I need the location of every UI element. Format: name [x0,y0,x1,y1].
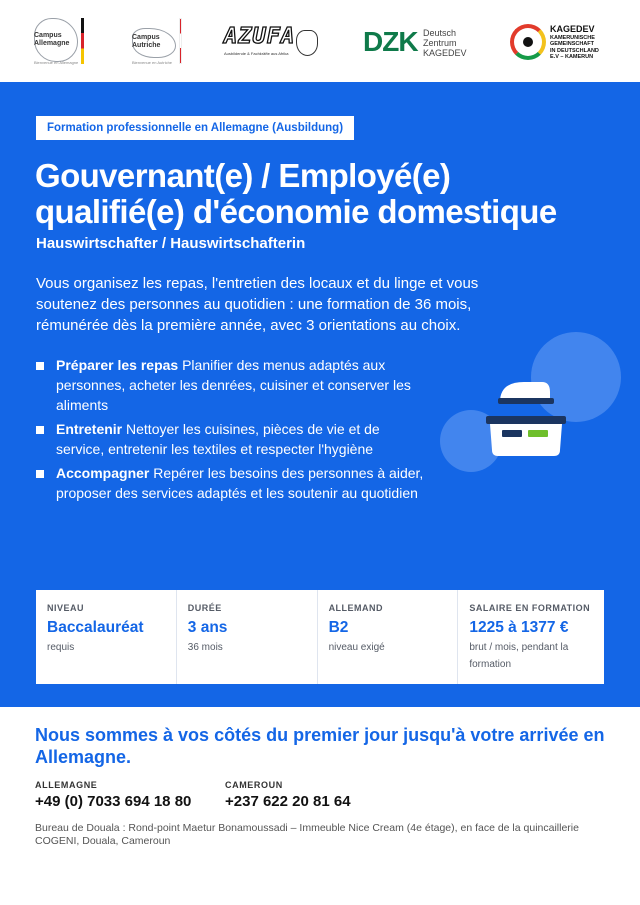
task-title: Préparer les repas [56,357,179,373]
azufa-wordmark: AZUFA [224,24,296,49]
office-address: Bureau de Douala : Rond-point Maetur Bonamoussadi – Immeuble Nice Cream (4e étage), en face de la quincaillerie COGENI, Douala, Cameroun [35,822,579,847]
dzk-mark: DZK [363,26,418,57]
contact-cameroon [225,780,351,810]
kagedev-ring-icon [510,24,546,60]
logo-strip [0,0,640,82]
kagedev-name: KAGEDEV [550,24,595,34]
fact-label: DURÉE [187,603,222,613]
task-text: Planifier des menus adaptés aux personnes, acheter les denrées, cuisiner et conserver les aliments [56,357,411,413]
page-title-line-2: qualifié(e) d'économie domestique [35,193,557,230]
dzk-line-2: Zentrum [423,38,457,48]
intro-paragraph: Vous organisez les repas, l'entretien des locaux et du linge et vous soutenez des personnes au quotidien : une formation de 36 mois, rémunérée dès la première année, avec 3 orientations au choix. [36,275,479,334]
task-title: Entretenir [56,421,123,437]
task-list-item [36,419,426,459]
fact-note: 36 mois [187,642,223,653]
dzk-logo [363,26,469,60]
fact-value: 1225 à 1377 € [469,619,569,636]
fact-german-level [318,590,459,684]
azufa-tagline: Ausbildende & Fachkräfte aus Afrika [224,51,289,56]
fact-value: Baccalauréat [47,619,144,636]
hero-section [0,82,640,707]
fact-note: brut / mois, pendant la formation [469,642,569,670]
fact-label: ALLEMAND [328,603,384,613]
task-text: Repérer les besoins des personnes à aider, proposer des services adaptés et les soutenir au quotidien [56,465,424,501]
task-list [36,355,426,507]
fact-note: niveau exigé [328,642,385,653]
austrian-flag-bar-icon [179,18,182,64]
kagedev-line-4: E.V – KAMERUN [550,53,594,60]
campus-autriche-name: Campus Autriche [132,34,161,49]
bullet-square-icon [36,362,44,370]
africa-map-icon [296,30,318,56]
fact-label: NIVEAU [47,603,85,613]
support-tagline: Nous sommes à vos côtés du premier jour jusqu'à votre arrivée en Allemagne. [35,725,605,767]
contact-germany [35,780,191,810]
task-list-item [36,355,426,415]
campus-allemagne-tagline: Bienvenue en Allemagne [34,60,79,65]
key-facts-panel [36,590,604,684]
german-job-title: Hauswirtschafter / Hauswirtschafterin [36,235,306,252]
phone-number-cameroon[interactable]: +237 622 20 81 64 [225,793,351,810]
fact-level [36,590,177,684]
campus-autriche-logo [128,14,184,70]
category-badge: Formation professionnelle en Allemagne (Ausbildung) [36,116,354,140]
page-title-line-1: Gouvernant(e) / Employé(e) [35,157,451,194]
kagedev-line-2: GEMEINSCHAFT [550,41,594,48]
fact-duration [177,590,318,684]
campus-allemagne-logo [30,14,86,70]
task-text: Nettoyer les cuisines, pièces de vie et de service, entretenir les textiles et respecter l'hygiène [56,421,380,457]
dzk-text [423,28,467,58]
fact-label: SALAIRE EN FORMATION [469,603,591,613]
dzk-line-1: Deutsch [423,28,457,38]
campus-allemagne-name: Campus Allemagne [34,32,70,47]
fact-salary [458,590,604,684]
campus-autriche-tagline: Bienvenue en Autriche [132,60,173,65]
contact-footer [0,707,640,905]
contact-label: ALLEMAGNE [35,780,98,790]
phone-number-germany[interactable]: +49 (0) 7033 694 18 80 [35,793,192,810]
task-title: Accompagner [56,465,150,481]
azufa-logo [222,24,320,62]
german-flag-bar-icon [81,18,84,64]
task-list-item [36,463,426,503]
fact-value: B2 [328,619,349,636]
bullet-square-icon [36,470,44,478]
bullet-square-icon [36,426,44,434]
fact-value: 3 ans [187,619,228,636]
illustration-food-container-icon [484,378,570,460]
kagedev-line-3: IN DEUTSCHLAND [550,47,599,54]
contact-label: CAMEROUN [225,780,283,790]
fact-note: requis [47,642,75,653]
kagedev-line-1: KAMERUNISCHE [550,35,595,41]
kagedev-logo [510,22,612,64]
page-title [35,158,615,230]
dzk-line-3: KAGEDEV [423,48,467,58]
kagedev-lines [550,35,599,60]
